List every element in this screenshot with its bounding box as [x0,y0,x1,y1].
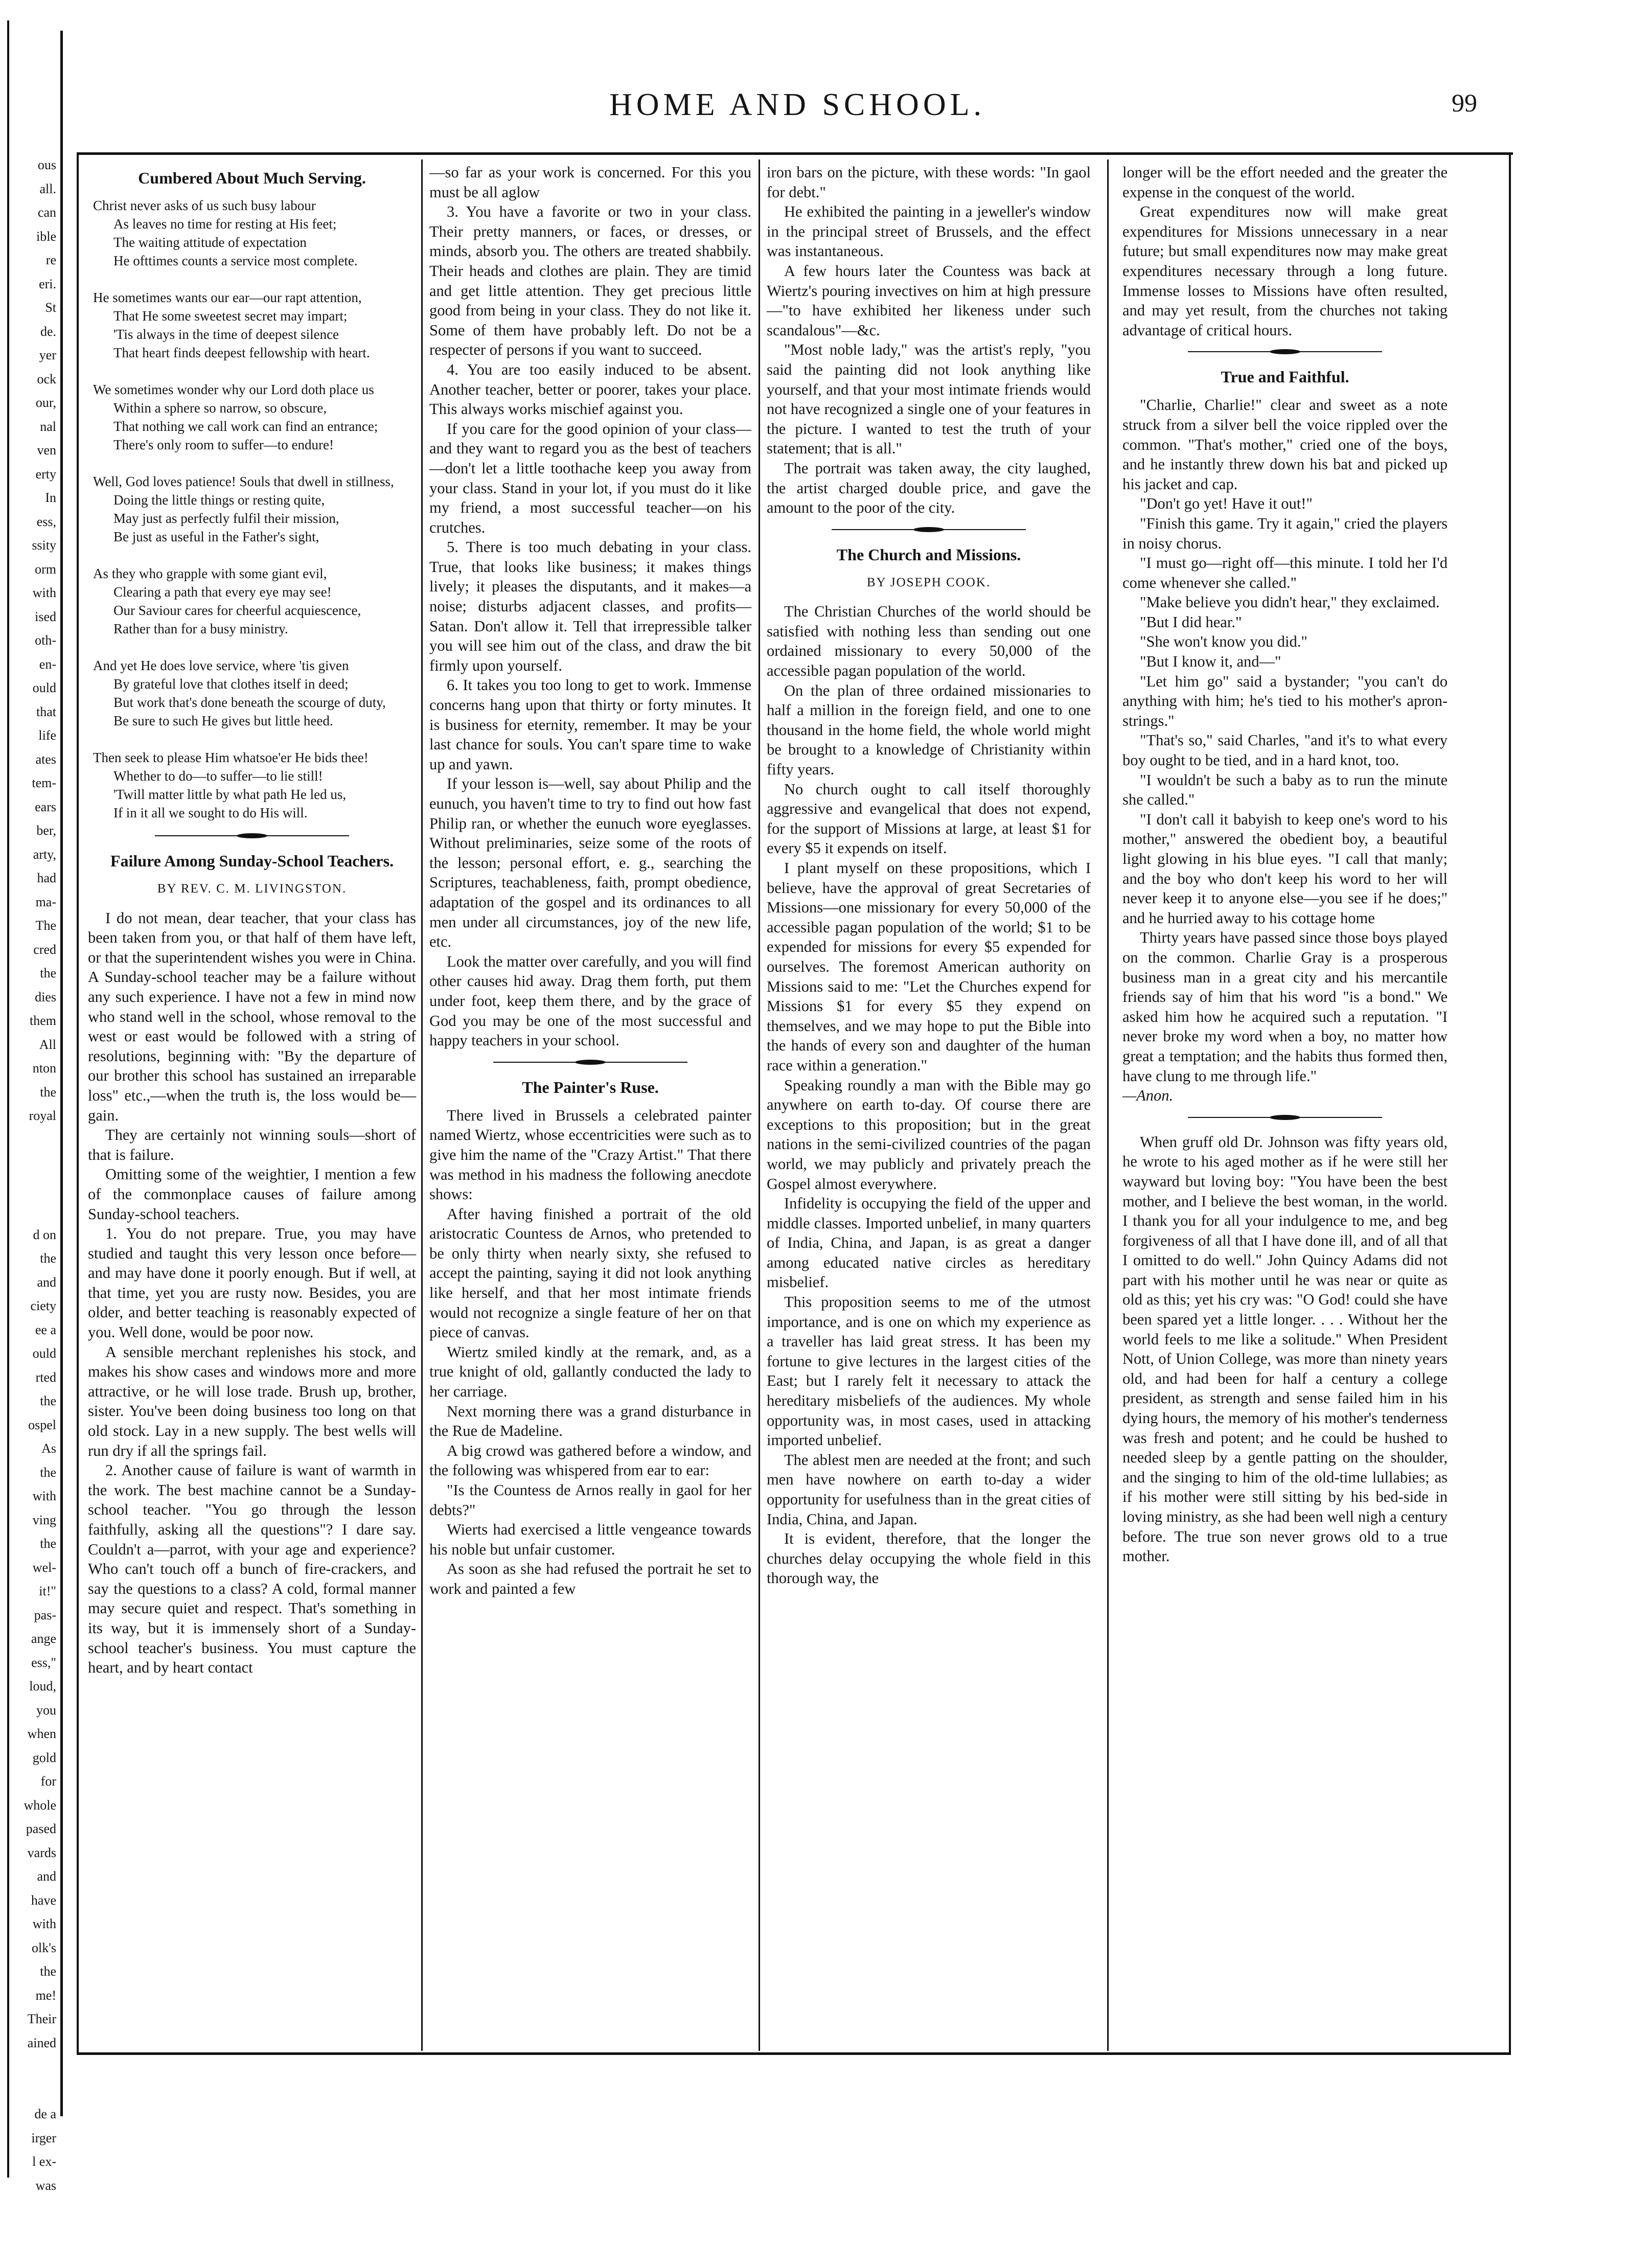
poem-line [93,270,416,288]
paragraph: Next morning there was a grand disturbance in the Rue de Madeline. [429,1402,751,1440]
clipped-text-fragment: St [45,300,56,315]
clipped-text-fragment [0,1128,56,1152]
clipped-text-fragment: ving [32,1512,56,1527]
clipped-text-fragment: ma- [35,894,56,909]
clipped-text-fragment [0,1152,56,1176]
clipped-text-fragment: for [40,1774,56,1789]
paragraph: He exhibited the painting in a jeweller's window in the principal street of Brussels, and the effect was instantaneous. [767,203,1091,260]
poem-line: Whether to do—to suffer—to lie still! [113,768,323,784]
byline: BY REV. C. M. LIVINGSTON. [157,882,347,896]
clipped-text-fragment: and [37,1869,56,1884]
clipped-text-fragment: our, [35,395,56,410]
article-body [1122,163,1448,340]
clipped-text-fragment: d on [33,1227,56,1242]
paragraph: 6. It takes you too long to get to work. Immense concerns hang upon that thirty or forty minutes. It is business for eternity, remember. It may be your last chance for souls. You can't spare time to wake up and yawn. [429,676,751,773]
clipped-text-fragment: olk's [31,1940,56,1955]
clipped-text-fragment: pased [26,1821,56,1836]
byline: BY JOSEPH COOK. [866,575,991,589]
paragraph: Wiertz smiled kindly at the remark, and, as a true knight of old, gallantly conducted the lady to her carriage. [429,1343,751,1401]
poem-line: Then seek to please Him whatsoe'er He bids thee! [93,750,369,765]
column-1 [88,163,416,1678]
clipped-text-fragment: when [27,1726,56,1741]
clipped-text-fragment [0,1176,56,1200]
paragraph: "I wouldn't be such a baby as to run the minute she called." [1122,771,1448,809]
poem-line: By grateful love that clothes itself in deed; [113,676,349,692]
article-body [88,908,416,1678]
poem-line: He sometimes wants our ear—our rapt attention, [93,290,362,305]
clipped-text-fragment: ciety [30,1298,56,1313]
poem-line [93,454,416,472]
clipped-text-fragment: ock [37,371,56,386]
poem-line: He ofttimes counts a service most complete. [113,253,358,268]
clipped-text-fragment: ber, [36,823,56,838]
clipped-text-fragment: ospel [28,1417,56,1432]
paragraph: "Most noble lady," was the artist's reply, "you said the painting did not look anything like yourself, and that your most intimate friends would not have recognized a single one of your features in the picture. I wanted to test the truth of your statement; that is all." [767,341,1091,458]
paragraph: Omitting some of the weightier, I mention a few of the commonplace causes of failure among Sunday-school teachers. [88,1165,416,1223]
poem-line: The waiting attitude of expectation [113,235,307,250]
poem-line: As they who grapple with some giant evil, [93,566,327,581]
poem-line: As leaves no time for resting at His feet; [113,216,337,232]
poem-line: 'Tis always in the time of deepest silence [113,327,339,342]
poem [93,196,416,822]
clipped-text-fragment: ee a [35,1322,56,1337]
column-rule [759,159,760,2051]
article-body [429,163,751,1050]
clipped-text-fragment: the [40,1393,56,1408]
paragraph: On the plan of three ordained missionaries to half a million in the foreign field, and one to one thousand in the home field, the whole world might be brought to a knowledge of Christianity within fifty years. [767,681,1091,779]
clipped-text-fragment: ange [31,1631,56,1646]
article-title: True and Faithful. [1221,368,1349,386]
article-title: The Church and Missions. [836,545,1021,564]
poem-line: Be sure to such He gives but little heed. [113,713,333,728]
poem-line: Well, God loves patience! Souls that dwell in stillness, [93,474,394,489]
paragraph: If you care for the good opinion of your class—and they want to regard you as the best of teachers—don't let a little toothache keep you away from your class. Stand in your lot, if you must do it like my friend, a most successful teacher—on his crutches. [429,420,751,536]
paragraph: "But I did hear." [1140,613,1242,631]
paragraph: longer will be the effort needed and the greater the expense in the conquest of the world. [1122,164,1448,201]
clipped-text-fragment: that [36,704,56,719]
poem-line: Clearing a path that every eye may see! [113,584,332,600]
clipped-text-fragment: you [36,1702,56,1718]
poem-line: We sometimes wonder why our Lord doth place us [93,382,374,397]
paragraph: I do not mean, dear teacher, that your class has been taken from you, or that half of them have left, or that the superintendent wishes you were in China. A Sunday-school teacher may be a failure without any such experience. I have not a few in mind now who stand well in the school, whose removal to the west or east would be followed with a string of resolutions, beginning with: "By the departure of our brother this school has sustained an irreparable loss" etc.,—when the truth is, the loss would be—gain. [88,909,416,1124]
paragraph: The portrait was taken away, the city laughed, the artist charged double price, and gave the amount to the poor of the city. [767,459,1091,517]
clipped-text-fragment [0,1199,56,1223]
clipped-text-fragment: pas- [34,1607,56,1622]
clipped-text-fragment: with [32,585,56,600]
clipped-text-fragment: ould [32,1346,56,1361]
paragraph: "That's so," said Charles, "and it's to what every boy ought to be tied, and in a hard knot, too. [1122,731,1448,769]
clipped-text-fragment: all. [39,181,56,196]
paragraph: A sensible merchant replenishes his stock, and makes his show cases and windows more and more attractive, or he will lose trade. Brush up, brother, sister. You've been doing business too long on that old stock. Lay in a new supply. The best wells will run dry if all the springs fail. [88,1343,416,1459]
clipped-text-fragment: Their [27,2011,56,2026]
clipped-text-fragment: them [30,1013,56,1028]
poem-line [93,638,416,656]
clipped-text-fragment: de a [34,2107,56,2121]
clipped-text-fragment: ven [37,443,56,458]
clipped-text-fragment: erty [35,466,56,482]
poem-line: Christ never asks of us such busy labour [93,198,316,213]
paragraph: A big crowd was gathered before a window, and the following was whispered from ear to ear: [429,1442,751,1479]
clipped-text-fragment: gold [32,1750,56,1765]
clipped-text-fragment: vards [27,1845,56,1860]
clipped-text-fragment [0,2055,56,2079]
paragraph: "I must go—right off—this minute. I told her I'd come whenever she called." [1122,554,1448,591]
poem-line: If in it all we sought to do His will. [113,805,308,820]
clipped-text-fragment: l ex- [32,2154,56,2169]
paragraph: It is evident, therefore, that the longer the churches delay occupying the whole field in this thorough way, the [767,1530,1091,1587]
poem-title: Cumbered About Much Serving. [138,169,366,187]
clipped-text-fragment: had [37,871,56,885]
paragraph: "Let him go" said a bystander; "you can't do anything with him; he's tied to his mother's apron-strings." [1122,672,1448,729]
clipped-text-fragment: the [40,1964,56,1979]
clipped-text-fragment: the [40,1465,56,1480]
page-number: 99 [1452,88,1477,117]
clipped-text-fragment: life [38,728,56,743]
clipped-text-fragment: In [45,490,56,505]
clipped-text-fragment: nal [40,419,56,434]
clipped-text-fragment: and [37,1274,56,1290]
clipped-text-fragment: nton [32,1061,56,1076]
clipped-text-fragment: dies [35,989,56,1004]
clipped-text-fragment: yer [39,348,56,362]
paragraph: There lived in Brussels a celebrated painter named Wiertz, whose eccentricities were such as to give him the name of the "Crazy Artist." That there was method in his madness the following anecdote shows: [429,1106,751,1203]
clipped-text-fragment: ained [27,2035,56,2050]
clipped-text-fragment: ible [36,228,56,244]
clipped-text-fragment: orm [35,561,56,577]
poem-line [93,546,416,564]
clipped-text-fragment: whole [24,1797,56,1813]
ornament-separator [1188,1114,1382,1121]
paragraph: A few hours later the Countess was back at Wiertz's pouring invectives on him at high pressure—"to have exhibited her likeness under such scandalous"—&c. [767,262,1091,339]
paragraph: 2. Another cause of failure is want of warmth in the work. The best machine cannot be a Sunday-school teacher. "You go through the lesson faithfully, asking all the questions"? I dare say. Couldn't a—parrot, with your age and experience? Who can't touch off a bunch of fire-crackers, and say the questions to a class? A cold, formal manner may secure quiet and respect. That's something in its way, but it is immensely short of a Sunday-school teacher's business. You must capture the heart, and by heart contact [88,1461,416,1677]
poem-line: Within a sphere so narrow, so obscure, [113,400,327,416]
column-3 [767,163,1091,1588]
paragraph: They are certainly not winning souls—short of that is failure. [88,1126,416,1163]
paragraph: After having finished a portrait of the old aristocratic Countess de Arnos, who pretended to be only thirty when nearly sixty, she refused to accept the painting, saying it did not look anything like herself, and that her most intimate friends would not recognize a single feature of her on that piece of canvas. [429,1205,751,1341]
clipped-text-fragment: loud, [29,1679,56,1694]
column-rule [421,159,423,2051]
paragraph: Thirty years have passed since those boys played on the common. Charlie Gray is a prosperous business man in a great city and his mercantile friends say of him that his word "is a bond." We asked him how he acquired such a reputation. "I never broke my word when a boy, no matter how great a temptation; and the habits thus formed then, have clung to me through life." [1122,929,1448,1085]
clipped-text-fragment: with [32,1916,56,1931]
poem-line: There's only room to suffer—to endure! [113,437,334,452]
signature: —Anon. [1122,1087,1174,1105]
clipped-text-fragment: the [40,966,56,980]
paragraph: iron bars on the picture, with these words: "In gaol for debt." [767,164,1091,201]
clipped-text-fragment: ess," [31,1655,56,1670]
clipped-text-fragment: with [32,1489,56,1503]
clipped-text-fragment: oth- [35,633,56,648]
article-body [429,1106,751,1599]
clipped-text-fragment: ears [35,799,56,814]
paragraph: 5. There is too much debating in your class. True, that looks like business; it makes things lively; it pleases the disputants, and it makes—a noise; disturbs adjacent classes, and profits—Satan. Don't allow it. Tell that irrepressible talker you will see him out of the class, and draw the bit firmly upon yourself. [429,538,751,674]
ornament-separator [155,832,349,839]
paragraph: This proposition seems to me of the utmost importance, and is one on which my experience as a traveller has laid great stress. It has been my fortune to give lectures in the largest cities of the East; but I rarely felt it necessary to attack the hereditary misbeliefs of the audiences. My whole opportunity was, in most cases, used in attacking imported unbelief. [767,1293,1091,1449]
article-title: Failure Among Sunday-School Teachers. [110,852,394,870]
clipped-text-fragment: ates [35,751,56,767]
clipped-text-fragment: ised [35,609,56,624]
running-head: HOME AND SCHOOL. [609,87,985,122]
poem-line: That nothing we call work can find an entrance; [113,419,378,434]
ornament-separator [493,1059,687,1066]
clipped-text-fragment: rted [35,1369,56,1385]
paragraph: As soon as she had refused the portrait he set to work and painted a few [429,1560,751,1597]
paragraph: The Christian Churches of the world should be satisfied with nothing less than sending out one ordained missionary to every 50,000 of the accessible pagan population of the world. [767,603,1091,680]
poem-line: Be just as useful in the Father's sight, [113,529,319,544]
article-body [767,602,1091,1588]
clipped-text-fragment: royal [29,1108,56,1123]
clipped-text-fragment: ess, [36,514,56,529]
clipped-text-fragment [0,2079,56,2103]
clipped-text-fragment: All [39,1037,56,1052]
paragraph: 3. You have a favorite or two in your class. Their pretty manners, or faces, or dresses, or minds, absorb you. The others are treated shabbily. Their heads and clothes are plain. They are timid and get little attention. They get precious little good from being in your class. They do not like it. Some of them have probably left. Do not be a respecter of persons if you want to succeed. [429,203,751,359]
poem-line: That He some sweetest secret may impart; [113,308,348,324]
clipped-text-fragment: The [35,918,56,933]
paragraph: 1. You do not prepare. True, you may have studied and taught this very lesson once before—and may have done it poorly enough. But if well, at that time, yet you are rusty now. Besides, you are older, and better teaching is reasonably expected of you. Well done, would be poor now. [88,1225,416,1341]
column-2 [429,163,751,1599]
clipped-text-fragment: eri. [39,276,56,291]
poem-line [93,362,416,380]
poem-line: And yet He does love service, where 'tis given [93,658,349,673]
poem-line [93,730,416,748]
paragraph: No church ought to call itself thoroughly aggressive and evangelical that does not expend, for the support of Missions at large, at least $1 for every $5 it expends on itself. [767,780,1091,857]
column-rule [1107,159,1109,2051]
article-body [1122,395,1448,1086]
clipped-text-fragment: me! [35,1987,56,2003]
paragraph: "Is the Countess de Arnos really in gaol for her debts?" [429,1481,751,1519]
article-title: The Painter's Ruse. [522,1078,659,1096]
paragraph: 4. You are too easily induced to be absent. Another teacher, better or poorer, takes your place. This always works mischief against you. [429,360,751,418]
paragraph: Great expenditures now will make great expenditures for Missions unnecessary in a near future; but small expenditures now may make great expenditures necessary through a long future. Immense losses to Missions have often resulted, and may yet result, from the churches not taking advantage of critical hours. [1122,203,1448,339]
ornament-separator [1188,348,1382,355]
clipped-text-fragment: wel- [32,1560,56,1575]
paragraph: The ablest men are needed at the front; and such men have nowhere on earth to-day a wider opportunity for usefulness than in the great cities of India, China, and Japan. [767,1451,1091,1528]
clipped-text-fragment: it!" [39,1584,56,1598]
paragraph: I plant myself on these propositions, which I believe, have the approval of great Secretaries of Missions—one missionary for every 50,000 of the accessible pagan population of the world; $1 to be expended for missions for every $5 expended for ourselves. The foremost American authority on Missions said to me: "Let the Churches expend for Missions $1 for every $5 they expend on themselves, and we may hope to put the Bible into the hands of every son and daughter of the human race within a generation." [767,859,1091,1074]
clipped-text-fragment: ous [37,157,56,172]
poem-line: 'Twill matter little by what path He led us, [113,787,347,802]
paragraph: Look the matter over carefully, and you will find other causes hid away. Drag them forth, put them under foot, keep them there, and by the grace of God you may be one of the most successful and happy teachers in your school. [429,952,751,1049]
clipped-text-fragment: the [40,1251,56,1266]
clipped-text-fragment: have [31,1892,56,1908]
paragraph: "Don't go yet! Have it out!" [1140,495,1313,513]
clipped-text-fragment: tem- [32,775,56,790]
column-4 [1122,163,1448,1566]
clipped-text-fragment: ould [32,680,56,695]
paragraph: Speaking roundly a man with the Bible may go anywhere on earth to-day. Of course there are exceptions to this proposition; but in the great nations in the semi-civilized countries of the pagan world, we may publicly and privately preach the Gospel almost everywhere. [767,1076,1091,1193]
paragraph: When gruff old Dr. Johnson was fifty years old, he wrote to his aged mother as if he were still her wayward but loving boy: "You have been the best mother, and I believe the best woman, in the world. I thank you for all your indulgence to me, and beg forgiveness of all that I have done ill, and of all that I omitted to do well." John Quincy Adams did not part with his mother until he was near or quite as old as this; yet his cry was: "O God! could she have been spared yet a little longer. . . . Without her the world feels to me like a solitude." When President Nott, of Union College, was more than ninety years old, and had been for half a century a college president, as strength and sense failed him in his dying hours, the memory of his mother's tenderness was fresh and potent; and he could be hushed to needed sleep by a gentle patting on the shoulder, and the singing to him of the old-time lullabies; as if his mother were still sitting by his bed-side in loving ministry, as she had been well nigh a century before. The true son never grows old to a true mother. [1122,1133,1448,1565]
adjacent-page-strip [0,153,56,2193]
paragraph: If your lesson is—well, say about Philip and the eunuch, you haven't time to try to find out how fast Philip ran, or whether the eunuch wore eyeglasses. Without preliminaries, seize some of the roots of the lesson; personal effort, e. g., searching the Scriptures, teachableness, faith, prompt obedience, adaptation of the gospel and its ordinances to all men under all circumstances, joy of the new life, etc. [429,775,751,951]
clipped-text-fragment: cred [33,942,56,957]
poem-line: But work that's done beneath the scourge of duty, [113,695,386,710]
poem-line: Our Saviour cares for cheerful acquiescence, [113,603,361,618]
ornament-separator [832,526,1026,533]
clipped-text-fragment: was [35,2178,56,2193]
clipped-text-fragment: As [41,1441,56,1456]
poem-line: Doing the little things or resting quite, [113,492,325,508]
page-edge-rule [60,31,63,2116]
article-body [767,163,1091,518]
clipped-text-fragment: arty, [33,847,56,862]
paragraph: "Make believe you didn't hear," they exclaimed. [1140,593,1440,611]
paragraph: "She won't know you did." [1140,633,1307,651]
paragraph: "Finish this game. Try it again," cried the players in noisy chorus. [1122,514,1448,552]
paragraph: "I don't call it babyish to keep one's word to his mother," answered the obedient boy, a beautiful light glowing in his blue eyes. "I call that manly; and the boy who don't keep his word to her will never keep it to anyone else—you see if he does;" and he hurried away to his cottage home [1122,810,1448,927]
paragraph: Infidelity is occupying the field of the upper and middle classes. Imported unbelief, in many quarters of India, China, and Japan, is as great a danger among educated native circles as hereditary misbelief. [767,1195,1091,1291]
clipped-text-fragment: the [40,1084,56,1100]
clipped-text-fragment: the [40,1536,56,1551]
paragraph: —so far as your work is concerned. For this you must be all aglow [429,164,751,201]
clipped-text-fragment: irger [31,2130,56,2145]
poem-line: May just as perfectly fulfil their mission, [113,511,339,526]
paragraph: "Charlie, Charlie!" clear and sweet as a note struck from a silver bell the voice rippled over the common. "That's mother," cried one of the boys, and he instantly threw down his bat and picked up his jacket and cap. [1122,396,1448,493]
clipped-text-fragment: en- [39,656,56,672]
clipped-text-fragment: ssity [32,538,56,553]
poem-line: That heart finds deepest fellowship with heart. [113,345,370,360]
poem-line: Rather than for a busy ministry. [113,621,288,636]
clipped-text-fragment: de. [40,324,56,339]
clipped-text-fragment: re [45,253,56,267]
paragraph: "But I know it, and—" [1140,653,1281,671]
clipped-text-fragment: can [37,205,56,220]
paragraph: Wierts had exercised a little vengeance towards his noble but unfair customer. [429,1521,751,1558]
